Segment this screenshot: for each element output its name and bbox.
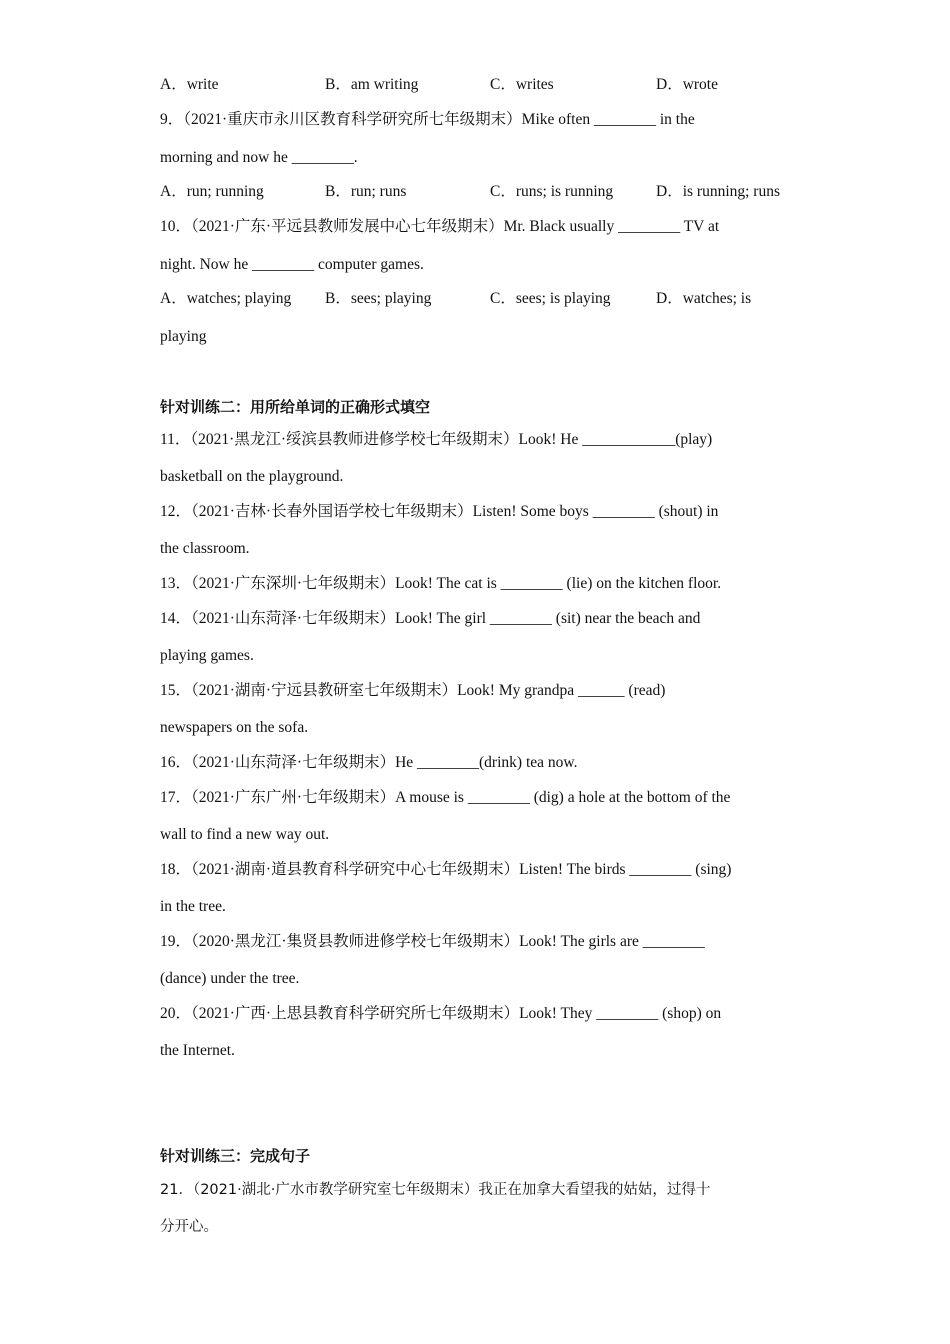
question-text: 13．（2021·广东深圳·七年级期末）Look! The cat is ________ (lie) on the kitchen floor. bbox=[160, 575, 722, 592]
section-heading-3: 针对训练三：完成句子 bbox=[160, 1147, 311, 1165]
question-text: 16．（2021·山东菏泽·七年级期末）He ________(drink) tea now. bbox=[160, 754, 578, 771]
question-text: 18．（2021·湖南·道县教育科学研究中心七年级期末）Listen! The birds ________ (sing) bbox=[160, 861, 732, 878]
option-a: A．watches; playing bbox=[160, 290, 292, 307]
section-heading-2: 针对训练二：用所给单词的正确形式填空 bbox=[160, 398, 431, 416]
option-a: A．write bbox=[160, 76, 219, 93]
question-text: 21．（2021·湖北·广水市教学研究室七年级期末）我正在加拿大看望我的姑姑，过得十 bbox=[160, 1182, 711, 1198]
option-d-cont: playing bbox=[160, 328, 207, 345]
question-text-cont: night. Now he ________ computer games. bbox=[160, 256, 424, 273]
option-b: B．sees; playing bbox=[325, 290, 432, 307]
option-d: D．wrote bbox=[656, 76, 718, 93]
question-text-cont: in the tree. bbox=[160, 898, 226, 915]
question-text: 20．（2021·广西·上思县教育科学研究所七年级期末）Look! They ________ (shop) on bbox=[160, 1005, 722, 1022]
option-b: B．run; runs bbox=[325, 183, 407, 200]
option-d: D．watches; is bbox=[656, 290, 752, 307]
question-text-cont: newspapers on the sofa. bbox=[160, 719, 309, 736]
question-text-cont: the Internet. bbox=[160, 1042, 235, 1059]
question-text: 11．（2021·黑龙江·绥滨县教师进修学校七年级期末）Look! He ____________(play) bbox=[160, 431, 713, 448]
question-text-cont: basketball on the playground. bbox=[160, 468, 344, 485]
question-text: 15．（2021·湖南·宁远县教研室七年级期末）Look! My grandpa ______ (read) bbox=[160, 682, 666, 699]
question-text-cont: morning and now he ________. bbox=[160, 149, 358, 166]
question-text-cont: (dance) under the tree. bbox=[160, 970, 300, 987]
question-text: 19．（2020·黑龙江·集贤县教师进修学校七年级期末）Look! The girls are ________ bbox=[160, 933, 705, 950]
option-b: B．am writing bbox=[325, 76, 419, 93]
question-text-cont: playing games. bbox=[160, 647, 254, 664]
question-text: 17．（2021·广东广州·七年级期末）A mouse is ________ (dig) a hole at the bottom of the bbox=[160, 789, 731, 806]
question-text: 10．（2021·广东·平远县教师发展中心七年级期末）Mr. Black usually ________ TV at bbox=[160, 218, 720, 235]
option-c: C．sees; is playing bbox=[490, 290, 611, 307]
question-text-cont: the classroom. bbox=[160, 540, 250, 557]
question-text-cont: 分开心。 bbox=[160, 1219, 218, 1235]
option-d: D．is running; runs bbox=[656, 183, 781, 200]
question-text: 12．（2021·吉林·长春外国语学校七年级期末）Listen! Some boys ________ (shout) in bbox=[160, 503, 719, 520]
question-text: 14．（2021·山东菏泽·七年级期末）Look! The girl ________ (sit) near the beach and bbox=[160, 610, 701, 627]
option-a: A．run; running bbox=[160, 183, 264, 200]
question-text: 9．（2021·重庆市永川区教育科学研究所七年级期末）Mike often ________ in the bbox=[160, 111, 695, 128]
option-c: C．writes bbox=[490, 76, 554, 93]
question-text-cont: wall to find a new way out. bbox=[160, 826, 330, 843]
option-c: C．runs; is running bbox=[490, 183, 614, 200]
